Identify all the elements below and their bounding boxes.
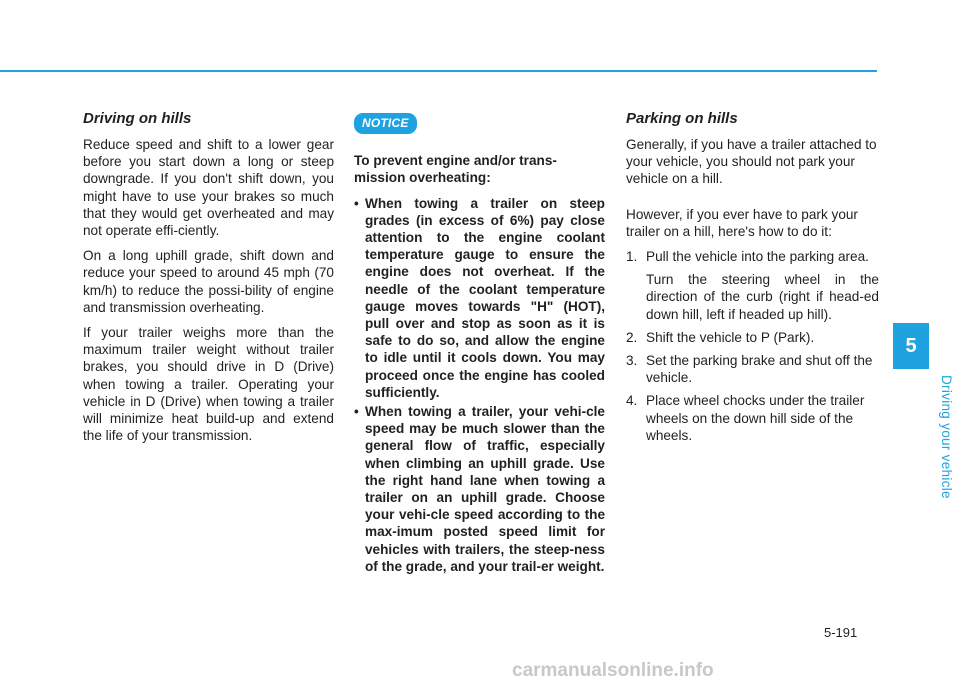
paragraph: On a long uphill grade, shift down and reduce your speed to around 45 mph (70 km/h) to reduce the possi-bility of engine and transmission overheating.	[83, 248, 334, 315]
paragraph: However, if you ever have to park your trailer on a hill, here's how to do it:	[626, 206, 858, 239]
notice-badge: NOTICE	[354, 113, 417, 134]
step-number: 3.	[626, 353, 638, 369]
column-driving-on-hills	[83, 110, 334, 452]
notice-bullet: • When towing a trailer, your vehi-cle speed may be much slower than the general flow of traffic, especially when climbing an uphill grade. Use the right hand lane when towing a trailer on an uphill grade. Choose your vehi-cle speed according to the max-imum posted speed limit for vehicles with trailers, the steep-ness of the grade, and your trail-er weight.	[354, 403, 605, 575]
paragraph: Reduce speed and shift to a lower gear before you start down a long or steep downgrade. If you don't shift down, you might have to use your brakes so much that they would get overheated and may not operate effi-ciently.	[83, 137, 334, 239]
paragraph: Generally, if you have a trailer attached to your vehicle, you should not park your vehicle on a hill.	[626, 137, 877, 187]
step-text: Shift the vehicle to P (Park).	[646, 329, 815, 345]
column-parking-on-hills	[626, 110, 879, 450]
step-number: 1.	[626, 249, 638, 265]
step-text: Pull the vehicle into the parking area.	[646, 249, 869, 265]
step-text: Set the parking brake and shut off the vehicle.	[646, 353, 873, 386]
section-heading-driving-on-hills: Driving on hills	[83, 110, 192, 127]
paragraph: If your trailer weighs more than the maximum trailer weight without trailer brakes, you should drive in D (Drive) when towing a trailer. Operating your vehicle in D (Drive) when towing a trailer will minimize heat build-up and extend the life of your transmission.	[83, 325, 334, 444]
chapter-number-tab: 5	[893, 323, 929, 369]
section-heading-parking-on-hills: Parking on hills	[626, 110, 738, 127]
step-subtext: Turn the steering wheel in the direction of the curb (right if head-ed down hill, left if headed up hill).	[646, 272, 879, 322]
notice-bullet-list	[354, 195, 605, 575]
step-text: Place wheel chocks under the trailer wheels on the down hill side of the wheels.	[646, 393, 865, 443]
step-item	[626, 392, 879, 444]
parking-steps-list	[626, 248, 879, 444]
notice-intro: To prevent engine and/or trans-mission overheating:	[354, 153, 557, 186]
column-notice	[354, 110, 605, 577]
top-rule	[0, 70, 877, 72]
step-number: 4.	[626, 393, 638, 409]
chapter-title: Driving your vehicle	[939, 375, 954, 499]
page-number: 5-191	[824, 625, 858, 640]
step-item	[626, 352, 879, 386]
step-number: 2.	[626, 329, 638, 345]
notice-bullet: • When towing a trailer on steep grades (in excess of 6%) pay close attention to the engine coolant temperature gauge to ensure the engine does not overheat. If the needle of the coolant temperature gauge moves towards "H" (HOT), pull over and stop as soon as it is safe to do so, and allow the engine to idle until it cools down. You may proceed once the engine has cooled sufficiently.	[354, 195, 605, 401]
step-item	[626, 248, 879, 323]
step-item	[626, 329, 879, 346]
watermark: carmanualsonline.info	[512, 660, 714, 681]
